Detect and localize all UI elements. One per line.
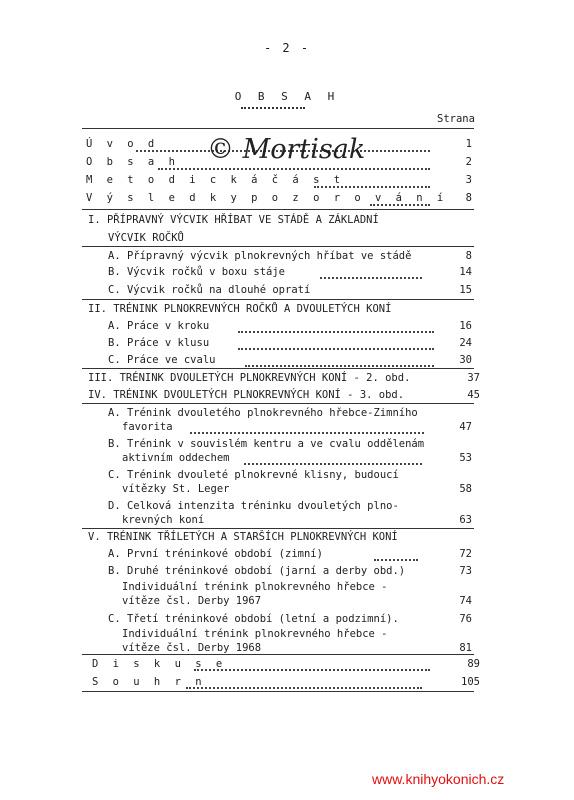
- toc-entry-4a-line2: favorita: [122, 421, 173, 433]
- header-rule: [82, 128, 474, 129]
- section-1-heading-line1: I. PŘÍPRAVNÝ VÝCVIK HŘÍBAT VE STÁDĚ A ZÁKLADNÍ: [88, 214, 379, 226]
- toc-entry-5b-label: B. Druhé tréninkové období (jarní a derby obd.): [108, 565, 406, 577]
- toc-entry-uvod-page: 1: [465, 138, 472, 150]
- toc-entry-5a-page: 72: [459, 548, 472, 560]
- toc-entry-4c-line2: vítězky St. Leger: [122, 483, 230, 495]
- toc-entry-4d-line1: D. Celková intenzita tréninku dvouletých plno-: [108, 500, 399, 512]
- toc-entry-vysledky-label: V ý s l e d k y p o z o r o v á n í: [86, 192, 448, 204]
- toc-entry-4b-line2: aktivním oddechem: [122, 452, 230, 464]
- toc-entry-5a-label: A. První tréninkové období (zimní): [108, 548, 323, 560]
- footer-website-link[interactable]: www.knihyokonich.cz: [372, 771, 505, 787]
- page-number: - 2 -: [263, 41, 311, 55]
- toc-entry-2b-label: B. Práce v klusu: [108, 337, 210, 349]
- toc-entry-1c-page: 15: [459, 284, 472, 296]
- toc-entry-5c-page: 76: [459, 613, 472, 625]
- leader-dots: [238, 331, 434, 333]
- toc-entry-vysledky-page: 8: [465, 192, 472, 204]
- leader-dots: [370, 204, 430, 206]
- toc-entry-obsah-page: 2: [465, 156, 472, 168]
- toc-entry-5c-individual-line2: vítěze čsl. Derby 1968: [122, 642, 262, 654]
- page-column-header: Strana: [437, 113, 475, 125]
- section-2-heading: II. TRÉNINK PLNOKREVNÝCH ROČKŮ A DVOULETÝCH KONÍ: [88, 303, 392, 315]
- toc-entry-2b-page: 24: [459, 337, 472, 349]
- toc-entry-1a-page: 8: [465, 250, 472, 262]
- leader-dots: [245, 365, 434, 367]
- toc-entry-4b-line1: B. Trénink v souvislém kentru a ve cvalu oddělenám: [108, 438, 425, 450]
- toc-entry-metodicka-label: M e t o d i c k á č á s t: [86, 174, 345, 186]
- toc-entry-1b-page: 14: [459, 266, 472, 278]
- toc-entry-4c-line1: C. Trénink dvouleté plnokrevné klisny, budoucí: [108, 469, 399, 481]
- leader-dots: [158, 168, 430, 170]
- leader-dots: [194, 669, 430, 671]
- toc-entry-5b-individual-line2: vítěze čsl. Derby 1967: [122, 595, 262, 607]
- toc-entry-1a-label: A. Přípravný výcvik plnokrevných hříbat ve stádě: [108, 250, 412, 262]
- toc-entry-obsah-label: O b s a h: [86, 156, 179, 168]
- section-3-page: 37: [467, 372, 480, 384]
- section-4-page: 45: [467, 389, 480, 401]
- toc-entry-5b-individual-line1: Individuální trénink plnokrevného hřebce -: [122, 581, 388, 593]
- toc-entry-1c-label: C. Výcvik ročků na dlouhé opratí: [108, 284, 311, 296]
- leader-dots: [238, 348, 434, 350]
- toc-entry-5c-individual-line1: Individuální trénink plnokrevného hřebce -: [122, 628, 388, 640]
- watermark: © Mortisak: [207, 134, 366, 165]
- toc-entry-diskuse-label: D i s k u s e: [92, 658, 227, 670]
- section-rule: [82, 368, 474, 369]
- section-rule: [82, 528, 474, 529]
- toc-entry-2c-label: C. Práce ve cvalu: [108, 354, 216, 366]
- toc-entry-5b-individual-page: 74: [459, 595, 472, 607]
- section-rule: [82, 654, 474, 655]
- toc-entry-4a-page: 47: [459, 421, 472, 433]
- section-rule: [82, 691, 474, 692]
- leader-dots: [314, 186, 430, 188]
- leader-dots: [374, 559, 418, 561]
- title-underline: [241, 107, 305, 109]
- leader-dots: [186, 687, 422, 689]
- section-5-heading: V. TRÉNINK TŘÍLETÝCH A STARŠÍCH PLNOKREVNÝCH KONÍ: [88, 531, 398, 543]
- section-rule: [82, 299, 474, 300]
- section-rule: [82, 403, 474, 404]
- section-rule: [82, 209, 474, 210]
- toc-entry-2a-page: 16: [459, 320, 472, 332]
- toc-entry-diskuse-page: 89: [467, 658, 480, 670]
- toc-entry-1b-label: B. Výcvik ročků v boxu stáje: [108, 266, 286, 278]
- toc-entry-5c-individual-page: 81: [459, 642, 472, 654]
- toc-entry-4a-line1: A. Trénink dvouletého plnokrevného hřebce-Zimního: [108, 407, 418, 419]
- leader-dots: [244, 463, 422, 465]
- toc-entry-2c-page: 30: [459, 354, 472, 366]
- toc-entry-4d-line2: krevných koní: [122, 514, 205, 526]
- toc-entry-4c-page: 58: [459, 483, 472, 495]
- toc-entry-metodicka-page: 3: [465, 174, 472, 186]
- section-1-heading-line2: VÝCVIK ROČKŮ: [108, 232, 184, 244]
- section-4-heading: IV. TRÉNINK DVOULETÝCH PLNOKREVNÝCH KONÍ - 3. obd.: [88, 389, 405, 401]
- leader-dots: [320, 277, 422, 279]
- toc-entry-2a-label: A. Práce v kroku: [108, 320, 210, 332]
- leader-dots: [190, 432, 424, 434]
- toc-entry-souhrn-page: 105: [461, 676, 480, 688]
- toc-entry-4d-page: 63: [459, 514, 472, 526]
- toc-entry-4b-page: 53: [459, 452, 472, 464]
- section-rule: [82, 246, 474, 247]
- toc-entry-souhrn-label: S o u h r n: [92, 676, 206, 688]
- toc-entry-5c-label: C. Třetí tréninkové období (letní a podzimní).: [108, 613, 399, 625]
- toc-entry-uvod-label: Ú v o d: [86, 138, 159, 150]
- page-title: O B S A H: [234, 90, 340, 103]
- toc-entry-5b-page: 73: [459, 565, 472, 577]
- section-3-heading: III. TRÉNINK DVOULETÝCH PLNOKREVNÝCH KONÍ - 2. obd.: [88, 372, 411, 384]
